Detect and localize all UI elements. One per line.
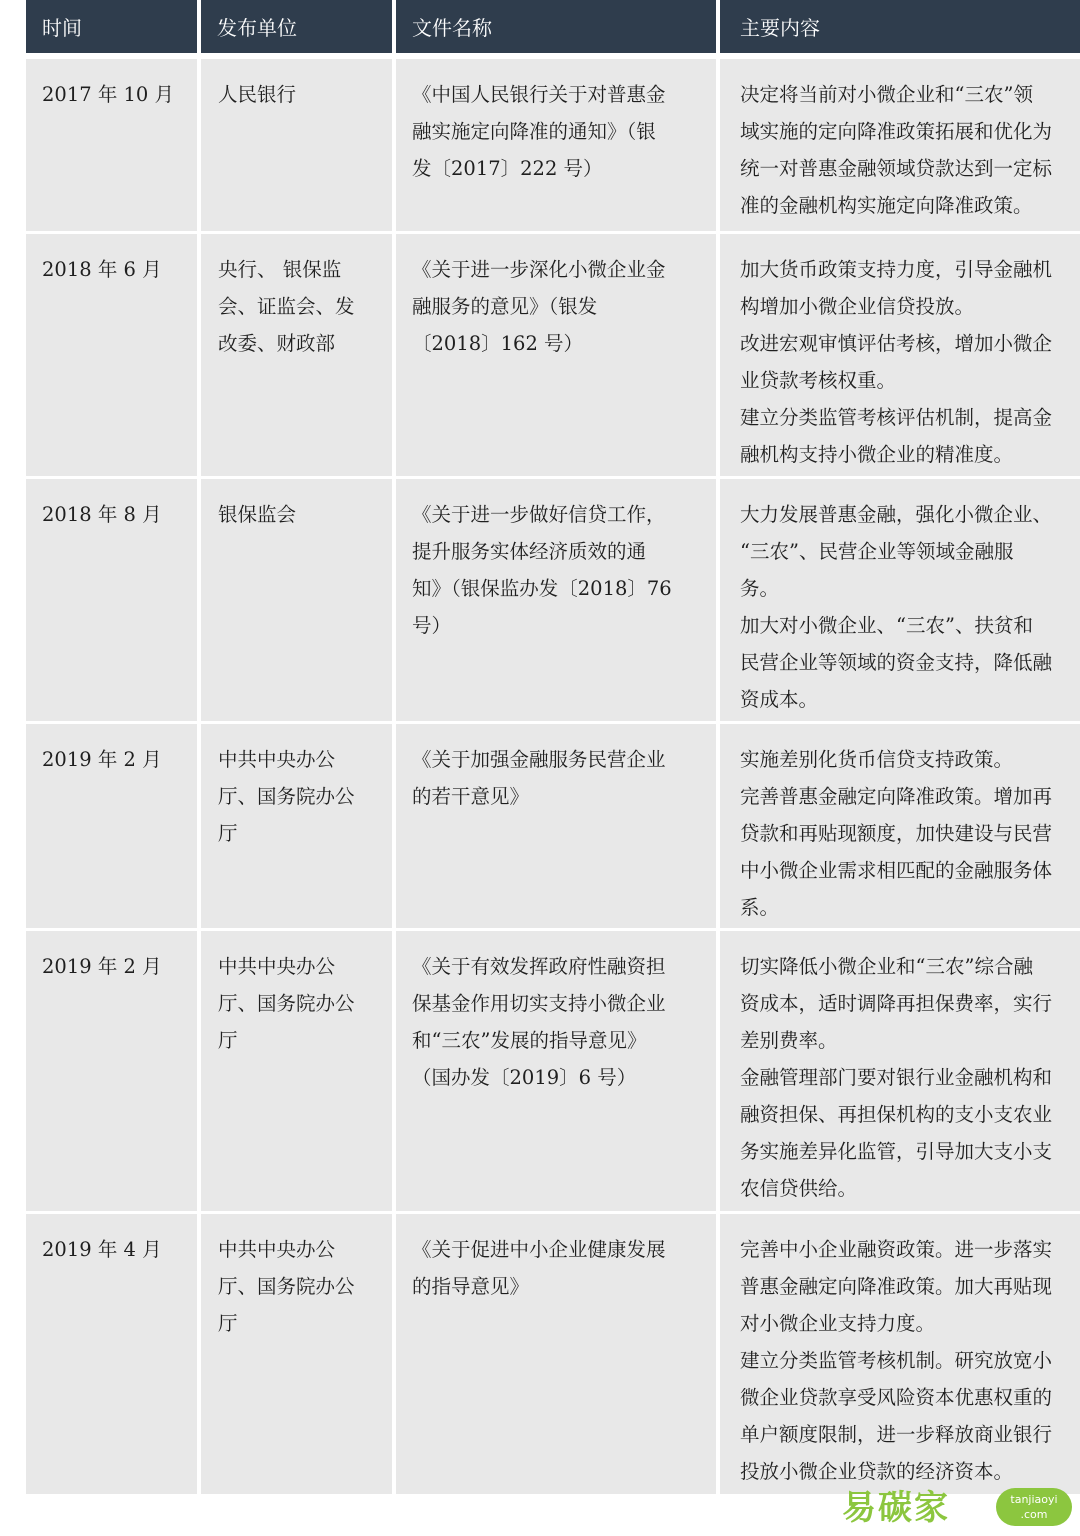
cell-text-line: 提升服务实体经济质效的通 [412,540,647,563]
cell-text-line: 完善普惠金融定向降准政策。增加再 [740,785,1053,808]
watermark-badge-line1: tanjiaoyi [1010,1493,1058,1506]
cell-text-line: 保基金作用切实支持小微企业 [412,992,666,1015]
cell-text-line: 厅 [218,1312,238,1335]
table-row-3-document-cell [396,479,716,721]
cell-text-line: 改委、财政部 [218,332,336,355]
table-row-6-time-cell [26,1214,197,1494]
table-row-2-content-cell [720,234,1080,476]
cell-text-line: 资成本。 [740,688,819,711]
cell-text-line: 系。 [740,896,780,919]
cell-text-line: 统一对普惠金融领域贷款达到一定标 [740,157,1053,180]
cell-text-line: 完善中小企业融资政策。进一步落实 [740,1238,1053,1261]
table-row-2-time-cell [26,234,197,476]
cell-text-line: 《关于有效发挥政府性融资担 [412,955,666,978]
cell-text-line: 厅、国务院办公 [218,785,355,808]
cell-text-line: 号） [412,614,452,637]
cell-text-line: 《关于加强金融服务民营企业 [412,748,666,771]
watermark-text: 易碳家 [842,1488,950,1528]
cell-text-line: 建立分类监管考核评估机制，提高金 [740,406,1053,429]
table-row-2-document-cell [396,234,716,476]
policy-table [26,0,1080,1494]
cell-text-line: 厅 [218,822,238,845]
cell-text-line: 中共中央办公 [218,955,336,978]
cell-text-line: 2019 年 2 月 [42,955,162,978]
cell-text-line: 中共中央办公 [218,1238,336,1261]
table-row-5-document-cell [396,931,716,1211]
table-row-2-issuer-cell [201,234,392,476]
cell-text-line: 〔2018〕162 号） [412,332,584,355]
cell-text-line: 央行、 银保监 [218,258,342,281]
cell-text-line: 融机构支持小微企业的精准度。 [740,443,1014,466]
cell-text-line: 2018 年 6 月 [42,258,162,281]
header-content: 主要内容 [720,0,1080,56]
cell-text-line: 贷款和再贴现额度，加快建设与民营 [740,822,1053,845]
cell-text-line: 《关于进一步深化小微企业金 [412,258,666,281]
table-row-3-time-cell [26,479,197,721]
cell-text-line: 投放小微企业贷款的经济资本。 [740,1460,1014,1483]
cell-text-line: 域实施的定向降准政策拓展和优化为 [740,120,1053,143]
table-row-4-content-cell [720,724,1080,928]
cell-text-line: 2019 年 2 月 [42,748,162,771]
table-row-6-issuer-cell [201,1214,392,1494]
cell-text-line: 建立分类监管考核机制。研究放宽小 [740,1349,1053,1372]
cell-text-line: 微企业贷款享受风险资本优惠权重的 [740,1386,1053,1409]
cell-text-line: 2018 年 8 月 [42,503,162,526]
cell-text-line: 加大对小微企业、“三农”、扶贫和 [740,614,1033,637]
cell-text-line: 《关于促进中小企业健康发展 [412,1238,666,1261]
watermark-badge-line2: .com [1020,1508,1048,1521]
cell-text-line: 实施差别化货币信贷支持政策。 [740,748,1014,771]
cell-text-line: 厅、国务院办公 [218,1275,355,1298]
table-row-3-content-cell [720,479,1080,721]
cell-text-line: 单户额度限制，进一步释放商业银行 [740,1423,1053,1446]
cell-text-line: 改进宏观审慎评估考核，增加小微企 [740,332,1053,355]
cell-text-line: 和“三农”发展的指导意见》 [412,1029,647,1052]
cell-text-line: 务。 [740,577,780,600]
cell-text-line: 的若干意见》 [412,785,530,808]
cell-text-line: 发〔2017〕222 号） [412,157,603,180]
table-row-6-document-cell [396,1214,716,1494]
table-row-1-content-cell [720,59,1080,231]
cell-text-line: 融实施定向降准的通知》（银 [412,120,656,143]
table-row-5-time-cell [26,931,197,1211]
table-row-6-content-cell [720,1214,1080,1494]
cell-text-line: 融资担保、再担保机构的支小支农业 [740,1103,1053,1126]
cell-text-line: 务实施差异化监管，引导加大支小支 [740,1140,1053,1163]
table-row-5-issuer-cell [201,931,392,1211]
table-row-1-time-cell [26,59,197,231]
cell-text-line: 对小微企业支持力度。 [740,1312,936,1335]
cell-text-line: 决定将当前对小微企业和“三农”领 [740,83,1033,106]
cell-text-line: 农信贷供给。 [740,1177,858,1200]
cell-text-line: 构增加小微企业信贷投放。 [740,295,975,318]
cell-text-line: 《中国人民银行关于对普惠金 [412,83,666,106]
cell-text-line: 加大货币政策支持力度，引导金融机 [740,258,1053,281]
cell-text-line: 大力发展普惠金融，强化小微企业、 [740,503,1053,526]
cell-text-line: 厅、国务院办公 [218,992,355,1015]
cell-text-line: 《关于进一步做好信贷工作， [412,503,666,526]
cell-text-line: （国办发〔2019〕6 号） [412,1066,637,1089]
cell-text-line: 金融管理部门要对银行业金融机构和 [740,1066,1053,1089]
cell-text-line: 准的金融机构实施定向降准政策。 [740,194,1033,217]
header-time: 时间 [26,0,197,56]
cell-text-line: 人民银行 [218,83,297,106]
cell-text-line: 普惠金融定向降准政策。加大再贴现 [740,1275,1053,1298]
cell-text-line: 中共中央办公 [218,748,336,771]
table-row-4-issuer-cell [201,724,392,928]
table-row-5-content-cell [720,931,1080,1211]
cell-text-line: 差别费率。 [740,1029,838,1052]
cell-text-line: 知》（银保监办发〔2018〕76 [412,577,672,600]
cell-text-line: “三农”、民营企业等领域金融服 [740,540,1014,563]
cell-text-line: 业贷款考核权重。 [740,369,897,392]
cell-text-line: 会、证监会、发 [218,295,355,318]
cell-text-line: 切实降低小微企业和“三农”综合融 [740,955,1033,978]
table-row-4-document-cell [396,724,716,928]
header-issuer: 发布单位 [201,0,392,56]
cell-text-line: 中小微企业需求相匹配的金融服务体 [740,859,1053,882]
cell-text-line: 2017 年 10 月 [42,83,175,106]
table-row-3-issuer-cell [201,479,392,721]
table-row-1-issuer-cell [201,59,392,231]
cell-text-line: 的指导意见》 [412,1275,530,1298]
cell-text-line: 2019 年 4 月 [42,1238,162,1261]
cell-text-line: 民营企业等领域的资金支持，降低融 [740,651,1053,674]
header-document: 文件名称 [396,0,716,56]
table-row-4-time-cell [26,724,197,928]
cell-text-line: 融服务的意见》（银发 [412,295,598,318]
cell-text-line: 银保监会 [218,503,297,526]
cell-text-line: 资成本，适时调降再担保费率，实行 [740,992,1053,1015]
table-row-1-document-cell [396,59,716,231]
cell-text-line: 厅 [218,1029,238,1052]
